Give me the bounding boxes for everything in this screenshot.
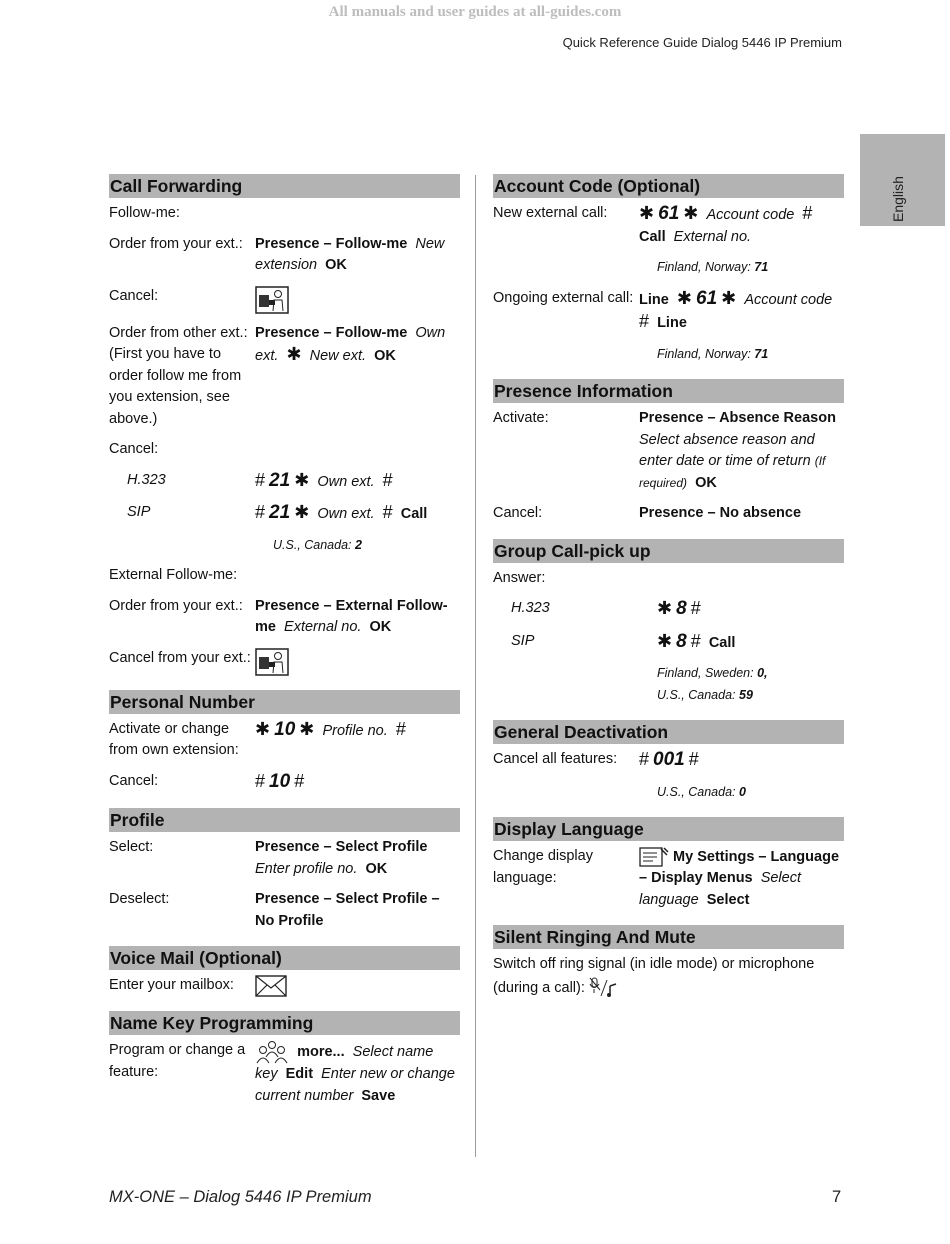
instruction: Select name key (255, 1044, 434, 1083)
row-label: Cancel: (493, 505, 543, 521)
voice-mail-section (109, 946, 460, 997)
star-key: ✱ (721, 287, 737, 308)
hash-key: # (294, 770, 305, 791)
menu-path: Presence – Follow-me (255, 235, 408, 252)
row-label: SIP (511, 632, 535, 649)
star-key: ✱ (657, 598, 673, 618)
row-value (639, 846, 844, 911)
order-own-row (109, 234, 460, 277)
code: 61 (658, 203, 680, 224)
activate-row (493, 408, 844, 494)
region-note (493, 663, 844, 685)
code: 21 (269, 502, 291, 523)
save-key: Save (361, 1087, 396, 1104)
presence-key-icon (255, 286, 289, 314)
star-key: ✱ (294, 502, 310, 522)
row-value (639, 749, 844, 773)
more-key: more... (297, 1044, 345, 1061)
presence-information-section (493, 379, 844, 525)
ok-key: OK (369, 619, 392, 635)
hash-key: # (690, 598, 701, 618)
line-key: Line (657, 315, 687, 331)
hash-key: # (255, 770, 266, 791)
row-value (639, 408, 844, 494)
cancel-all-row (493, 749, 844, 773)
menu-path: Presence – Absence Reason (639, 410, 836, 426)
row-value (255, 234, 460, 277)
menu-path: Presence – Follow-me (255, 324, 408, 341)
row-label: H.323 (127, 471, 166, 488)
cancel-row (109, 771, 460, 795)
footer-title: MX-ONE – Dialog 5446 IP Premium (109, 1188, 372, 1206)
row-label: New external call: (493, 205, 608, 221)
code: 10 (274, 718, 296, 740)
change-language-row (493, 846, 844, 911)
personal-number-section (109, 690, 460, 795)
row-label: Deselect: (109, 891, 170, 907)
row-value (657, 598, 844, 622)
row-label: Order from your ext.: (109, 597, 243, 614)
call-key: Call (639, 228, 666, 245)
row-value (255, 286, 460, 314)
row-value (657, 631, 844, 655)
edit-key: Edit (285, 1066, 314, 1083)
profile-section (109, 808, 460, 932)
row-label: H.323 (511, 600, 550, 616)
note-value: 59 (739, 687, 753, 702)
ok-key: OK (695, 474, 717, 491)
hash-key: # (639, 311, 650, 331)
star-key: ✱ (255, 718, 271, 739)
settings-icon (639, 846, 669, 868)
mute-icon (589, 976, 619, 1000)
hash-key: # (382, 502, 393, 522)
column-divider (475, 175, 476, 1157)
section-title: Group Call-pick up (493, 539, 844, 563)
instruction: New ext. (309, 348, 367, 364)
region-note (493, 257, 844, 279)
mailbox-row (109, 975, 460, 997)
language-tab (860, 134, 945, 226)
region-note (493, 344, 844, 366)
star-key: ✱ (639, 203, 655, 223)
instruction: External no. (284, 619, 362, 635)
instruction: Profile no. (322, 722, 388, 739)
hash-key: # (639, 749, 650, 769)
row-value (255, 323, 460, 431)
section-title: Account Code (Optional) (493, 174, 844, 198)
external-follow-me-heading: External Follow-me: (109, 567, 238, 583)
instruction: Account code (744, 291, 833, 308)
instruction: Select language (639, 870, 801, 908)
ok-key: OK (365, 860, 388, 877)
code: 8 (676, 598, 687, 619)
section-title: Silent Ringing And Mute (493, 925, 844, 949)
region-note (493, 685, 844, 707)
section-title: General Deactivation (493, 720, 844, 744)
account-code-section (493, 174, 844, 365)
row-label: Enter your mailbox: (109, 977, 234, 993)
region-note (493, 782, 844, 804)
note-text: Finland, Norway: (657, 260, 751, 274)
h323-row (109, 470, 460, 494)
hash-key: # (688, 749, 699, 769)
section-title: Profile (109, 808, 460, 832)
call-forwarding-section (109, 174, 460, 676)
page-header: Quick Reference Guide Dialog 5446 IP Premium (562, 35, 842, 50)
row-label: Activate: (493, 410, 549, 426)
ongoing-call-row (493, 288, 844, 335)
region-note (109, 535, 460, 557)
menu-path: My Settings – Language – Display Menus (639, 848, 840, 887)
note-text: U.S., Canada: (273, 537, 352, 552)
note-value: 71 (754, 346, 769, 361)
name-key-section (109, 1011, 460, 1107)
star-key: ✱ (286, 344, 302, 364)
ext-order-row (109, 596, 460, 639)
select-key: Select (706, 891, 750, 908)
presence-key-icon (255, 648, 289, 676)
ok-key: OK (325, 257, 347, 273)
row-label: Order from your ext.: (109, 235, 243, 252)
envelope-icon (255, 975, 287, 997)
row-value: Presence – Select Profile – No Profile (255, 891, 440, 929)
note-text: U.S., Canada: (657, 784, 736, 799)
code: 001 (653, 749, 685, 770)
hash-key: # (395, 718, 406, 739)
row-label: Change display language: (493, 848, 593, 886)
note-text: Finland, Norway: (657, 346, 751, 361)
section-title: Name Key Programming (109, 1011, 460, 1035)
left-column (109, 174, 460, 1121)
instruction: Account code (706, 207, 795, 223)
sip-row (493, 631, 844, 655)
hash-key: # (255, 469, 266, 490)
row-label: SIP (127, 504, 151, 520)
row-value: Presence – No absence (639, 505, 802, 521)
row-label: Ongoing external call: (493, 289, 634, 306)
row-label: Activate or change from own extension: (109, 720, 239, 758)
section-title: Voice Mail (Optional) (109, 946, 460, 970)
if-required-note: (If required) (639, 454, 826, 490)
instruction: Select absence reason and enter date or time of return (639, 431, 815, 469)
hash-key: # (255, 502, 266, 522)
section-title: Call Forwarding (109, 174, 460, 198)
hash-key: # (382, 469, 393, 490)
instruction: Own ext. (317, 506, 375, 522)
instruction: Own ext. (317, 473, 375, 490)
cancel2-heading: Cancel: (109, 441, 159, 457)
order-other-row (109, 323, 460, 431)
code: 10 (269, 770, 291, 792)
call-key: Call (708, 634, 736, 651)
section-title: Presence Information (493, 379, 844, 403)
row-label: Select: (109, 839, 154, 855)
row-value (255, 837, 460, 880)
silent-ringing-section (493, 925, 844, 1000)
cancel-row (493, 503, 844, 525)
code: 61 (696, 287, 718, 309)
select-row (109, 837, 460, 880)
row-value (639, 288, 844, 335)
row-value (255, 648, 460, 676)
line-key: Line (639, 291, 669, 308)
menu-path: Presence – Select Profile (255, 839, 428, 855)
program-row (109, 1040, 460, 1107)
cancel-row (109, 286, 460, 314)
row-label: Cancel: (109, 287, 159, 304)
section-title: Display Language (493, 817, 844, 841)
menu-path: Presence – External Follow-me (255, 597, 448, 635)
instruction: New extension (255, 235, 445, 273)
row-value (255, 1040, 460, 1107)
instruction: Enter new or change current number (255, 1066, 455, 1104)
page-number: 7 (832, 1188, 842, 1206)
instruction: External no. (673, 228, 752, 245)
code: 8 (676, 630, 687, 652)
star-key: ✱ (683, 203, 699, 223)
instruction: Own ext. (255, 324, 446, 364)
note-value: 71 (754, 260, 769, 274)
call-key: Call (400, 506, 428, 522)
star-key: ✱ (676, 287, 692, 308)
row-value (255, 719, 460, 762)
row-value (639, 203, 844, 248)
follow-me-heading: Follow-me: (109, 205, 180, 221)
ok-key: OK (374, 348, 396, 364)
row-label: Cancel all features: (493, 751, 618, 767)
row-value (255, 975, 460, 997)
row-value (255, 470, 460, 494)
row-value (255, 596, 460, 639)
ext-cancel-row (109, 648, 460, 676)
code: 21 (269, 469, 291, 491)
star-key: ✱ (657, 630, 673, 651)
row-value (255, 771, 460, 795)
hash-key: # (690, 630, 701, 651)
row-label: Cancel: (109, 772, 159, 789)
description: Switch off ring signal (in idle mode) or microphone (during a call): (493, 956, 815, 996)
silent-ringing-text (493, 954, 844, 1000)
watermark: All manuals and user guides at all-guides.com (328, 4, 622, 20)
group-pickup-section (493, 539, 844, 707)
new-call-row (493, 203, 844, 248)
row-label: Program or change a feature: (109, 1042, 246, 1080)
sip-row (109, 502, 460, 526)
row-value (255, 502, 460, 526)
star-key: ✱ (294, 469, 310, 490)
right-column (493, 174, 844, 1014)
star-key: ✱ (299, 718, 315, 739)
note-value: 0 (739, 784, 746, 799)
h323-row (493, 598, 844, 622)
note-value: 0, (757, 666, 768, 680)
note-text: U.S., Canada: (657, 687, 736, 702)
language-tab-label: English (890, 176, 906, 222)
section-title: Personal Number (109, 690, 460, 714)
row-label: Cancel from your ext.: (109, 649, 251, 666)
instruction: Enter profile no. (255, 860, 358, 877)
general-deactivation-section (493, 720, 844, 803)
activate-row (109, 719, 460, 762)
answer-heading: Answer: (493, 569, 546, 586)
display-language-section (493, 817, 844, 911)
note-value: 2 (355, 537, 362, 552)
note-text: Finland, Sweden: (657, 666, 754, 680)
row-label: Order from other ext.: (First you have to order follow me from you extension, see above.) (109, 324, 248, 427)
deselect-row (109, 889, 460, 932)
contacts-icon (255, 1040, 289, 1064)
hash-key: # (802, 203, 813, 223)
